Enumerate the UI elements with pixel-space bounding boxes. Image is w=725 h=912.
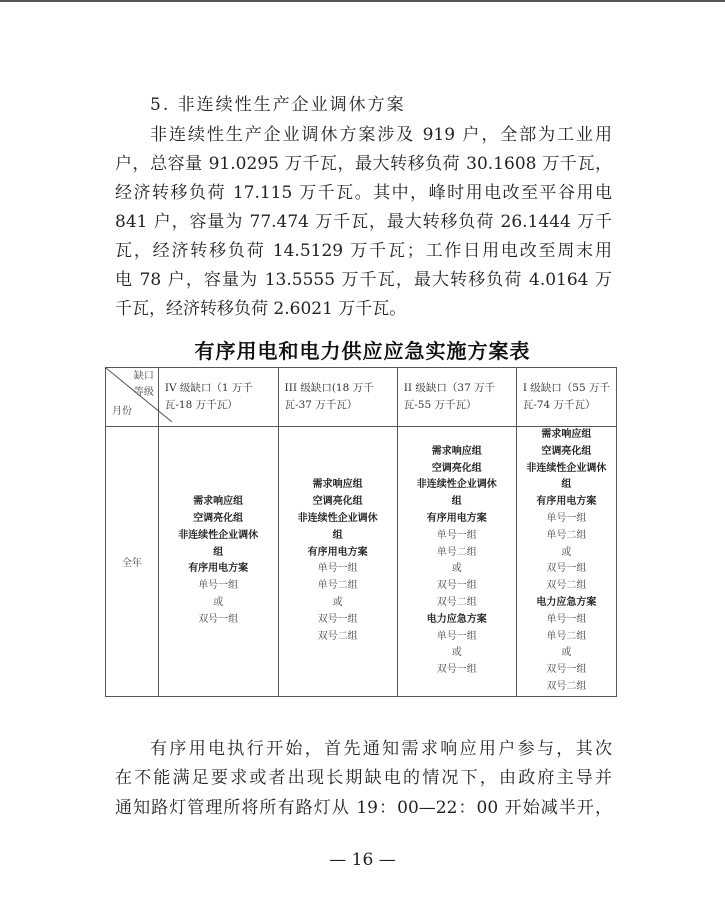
plan-group-heading: 非连续性企业调休 xyxy=(297,512,378,524)
row-label: 全年 xyxy=(106,427,159,697)
paragraph-line: 户，总容量 91.0295 万千瓦，最大转移负荷 30.1608 万千瓦， xyxy=(115,154,612,174)
corner-label-month: 月份 xyxy=(112,406,132,417)
plan-group-heading: 电力应急方案 xyxy=(426,613,487,625)
plan-group-heading: 有序用电方案 xyxy=(307,546,368,558)
level-range: 瓦-55 万千瓦） xyxy=(403,399,477,411)
plan-cell-i xyxy=(516,427,616,697)
corner-label-gap: 缺口 xyxy=(133,371,154,382)
plan-group-item: 双号一组 xyxy=(198,613,239,625)
paragraph-line: 电 78 户，容量为 13.5555 万千瓦，最大转移负荷 4.0164 万 xyxy=(115,270,612,290)
plan-group-heading: 有序用电方案 xyxy=(426,512,487,524)
paragraph-line: 有序用电执行开始，首先通知需求响应用户参与，其次 xyxy=(150,739,612,759)
plan-group-item: 或 xyxy=(451,647,462,659)
plan-group-item: 双号一组 xyxy=(317,613,358,625)
plan-group-heading: 组 xyxy=(561,479,572,491)
paragraph-line: 千瓦，经济转移负荷 2.6021 万千瓦。 xyxy=(115,299,407,319)
level-range: 瓦-37 万千瓦） xyxy=(284,399,358,411)
plan-group-item: 或 xyxy=(561,546,572,558)
plan-group-item: 单号二组 xyxy=(546,529,587,541)
table-header-row xyxy=(106,368,617,427)
corner-cell xyxy=(106,368,159,427)
plan-group-heading: 组 xyxy=(332,529,343,541)
table-row xyxy=(106,427,617,697)
plan-table xyxy=(105,367,617,697)
section-heading: 5. 非连续性生产企业调休方案 xyxy=(150,95,406,115)
level-header-iv xyxy=(158,368,278,427)
paragraph-line: 通知路灯管理所将所有路灯从 19：00—22：00 开始减半开， xyxy=(115,798,612,818)
plan-group-heading: 需求响应组 xyxy=(431,445,482,457)
plan-group-item: 双号二组 xyxy=(436,596,477,608)
plan-group-item: 或 xyxy=(561,647,572,659)
plan-group-item: 单号一组 xyxy=(198,580,239,592)
plan-group-item: 双号一组 xyxy=(546,664,587,676)
plan-group-item: 或 xyxy=(213,596,224,608)
plan-group-item: 双号二组 xyxy=(546,580,587,592)
plan-group-heading: 空调亮化组 xyxy=(312,496,363,508)
level-header-iii xyxy=(278,368,397,427)
plan-group-heading: 需求响应组 xyxy=(193,496,244,508)
plan-group-heading: 空调亮化组 xyxy=(193,512,244,524)
plan-group-item: 单号二组 xyxy=(436,546,477,558)
plan-group-heading: 有序用电方案 xyxy=(188,563,249,575)
level-header-ii xyxy=(397,368,516,427)
corner-label-level: 等级 xyxy=(133,387,154,398)
plan-group-heading: 有序用电方案 xyxy=(536,496,597,508)
plan-group-item: 双号一组 xyxy=(546,563,587,575)
plan-group-item: 双号一组 xyxy=(436,664,477,676)
paragraph-line: 经济转移负荷 17.115 万千瓦。其中，峰时用电改至平谷用电 xyxy=(115,183,612,203)
plan-group-heading: 空调亮化组 xyxy=(541,445,592,457)
plan-group-item: 单号一组 xyxy=(436,529,477,541)
page-number: — 16 — xyxy=(329,850,396,870)
plan-group-item: 或 xyxy=(451,563,462,575)
plan-group-item: 单号一组 xyxy=(317,563,358,575)
plan-group-item: 双号二组 xyxy=(317,630,358,642)
level-range: 瓦-18 万千瓦） xyxy=(164,399,238,411)
plan-group-heading: 需求响应组 xyxy=(312,479,363,491)
plan-group-heading: 非连续性企业调休 xyxy=(178,529,259,541)
paragraph-line: 在不能满足要求或者出现长期缺电的情况下，由政府主导并 xyxy=(115,768,612,788)
plan-group-item: 单号一组 xyxy=(546,613,587,625)
level-label: IV 级缺口（1 万千 xyxy=(164,382,253,394)
plan-group-item: 单号一组 xyxy=(546,512,587,524)
level-range: 瓦-74 万千瓦） xyxy=(522,399,596,411)
plan-cell-iv xyxy=(158,427,278,697)
paragraph-line: 841 户，容量为 77.474 万千瓦，最大转移负荷 26.1444 万千 xyxy=(115,212,612,232)
plan-group-item: 双号二组 xyxy=(546,680,587,692)
level-label: II 级缺口（37 万千 xyxy=(403,382,496,394)
plan-group-item: 单号二组 xyxy=(546,630,587,642)
plan-cell-iii xyxy=(278,427,397,697)
level-header-i xyxy=(516,368,616,427)
plan-group-heading: 非连续性企业调休 xyxy=(416,479,497,491)
plan-group-heading: 需求响应组 xyxy=(541,429,592,440)
plan-group-item: 双号一组 xyxy=(436,580,477,592)
plan-group-item: 单号二组 xyxy=(317,580,358,592)
plan-cell-ii xyxy=(397,427,516,697)
plan-group-item: 单号一组 xyxy=(436,630,477,642)
plan-group-heading: 电力应急方案 xyxy=(536,596,597,608)
table-title: 有序用电和电力供应应急实施方案表 xyxy=(194,339,531,363)
plan-group-heading: 非连续性企业调休 xyxy=(526,462,607,474)
level-label: III 级缺口(18 万千 xyxy=(284,382,374,394)
plan-group-heading: 组 xyxy=(451,496,462,508)
plan-group-heading: 空调亮化组 xyxy=(431,462,482,474)
plan-group-heading: 组 xyxy=(213,546,224,558)
paragraph-line: 瓦，经济转移负荷 14.5129 万千瓦；工作日用电改至周末用 xyxy=(115,241,612,261)
plan-group-item: 或 xyxy=(332,596,343,608)
paragraph-line: 非连续性生产企业调休方案涉及 919 户，全部为工业用 xyxy=(150,125,612,145)
level-label: I 级缺口（55 万千 xyxy=(522,382,610,394)
